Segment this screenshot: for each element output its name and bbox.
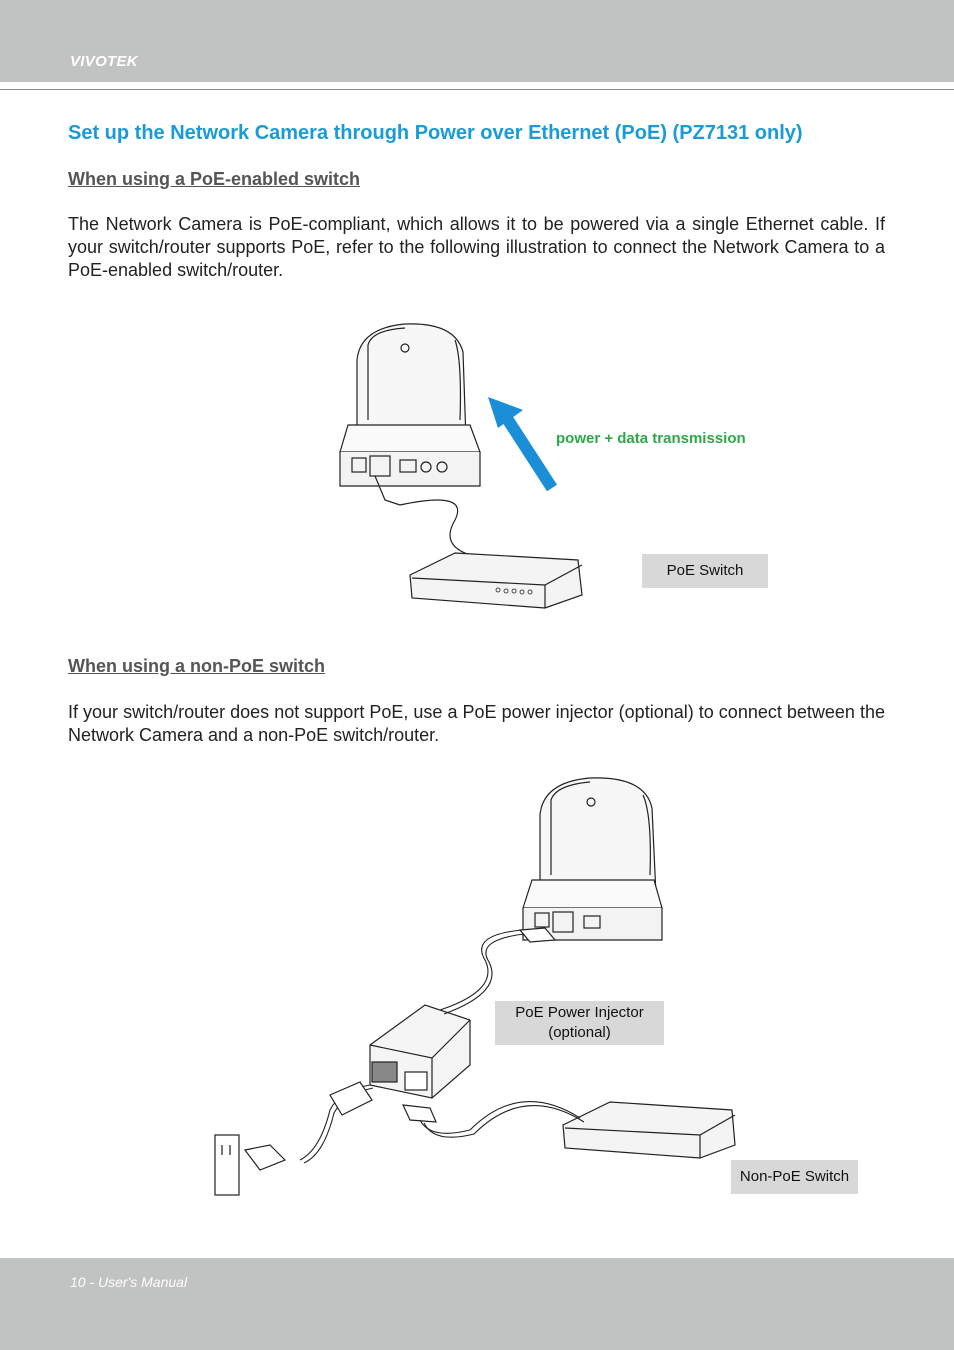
section1-paragraph: The Network Camera is PoE-compliant, which allows it to be powered via a single Ethernet cable. If your switch/router supports PoE, refer to the following illustration to connect the Network Camera to a PoE-enabled switch/router. xyxy=(68,214,885,280)
power-data-arrow xyxy=(488,397,552,488)
nonpoe-switch-illustration xyxy=(563,1102,735,1158)
page-title: Set up the Network Camera through Power over Ethernet (PoE) (PZ7131 only) xyxy=(68,122,803,144)
power-outlet-illustration xyxy=(215,1082,372,1195)
footer-page-number: 10 - User's Manual xyxy=(70,1274,188,1290)
poe-switch-illustration xyxy=(410,553,582,608)
nonpoe-camera-illustration xyxy=(520,778,662,942)
section1-heading: When using a PoE-enabled switch xyxy=(68,169,361,189)
poe-switch-label: PoE Switch xyxy=(642,554,768,588)
power-data-label: power + data transmission xyxy=(556,430,746,447)
footer-band xyxy=(0,1258,954,1350)
poe-injector-illustration xyxy=(370,1005,470,1122)
nonpoe-switch-label: Non-PoE Switch xyxy=(731,1160,858,1194)
poe-injector-label-line2: (optional) xyxy=(548,1024,611,1041)
poe-injector-label xyxy=(495,1001,664,1045)
section2-paragraph: If your switch/router does not support PoE, use a PoE power injector (optional) to connect between the Network Camera and a non-PoE switch/router. xyxy=(68,702,885,745)
poe-camera-illustration xyxy=(340,324,480,555)
brand-logo-text: VIVOTEK xyxy=(70,53,138,70)
section2-heading: When using a non-PoE switch xyxy=(68,656,326,676)
poe-injector-label-line1: PoE Power Injector xyxy=(515,1004,644,1021)
